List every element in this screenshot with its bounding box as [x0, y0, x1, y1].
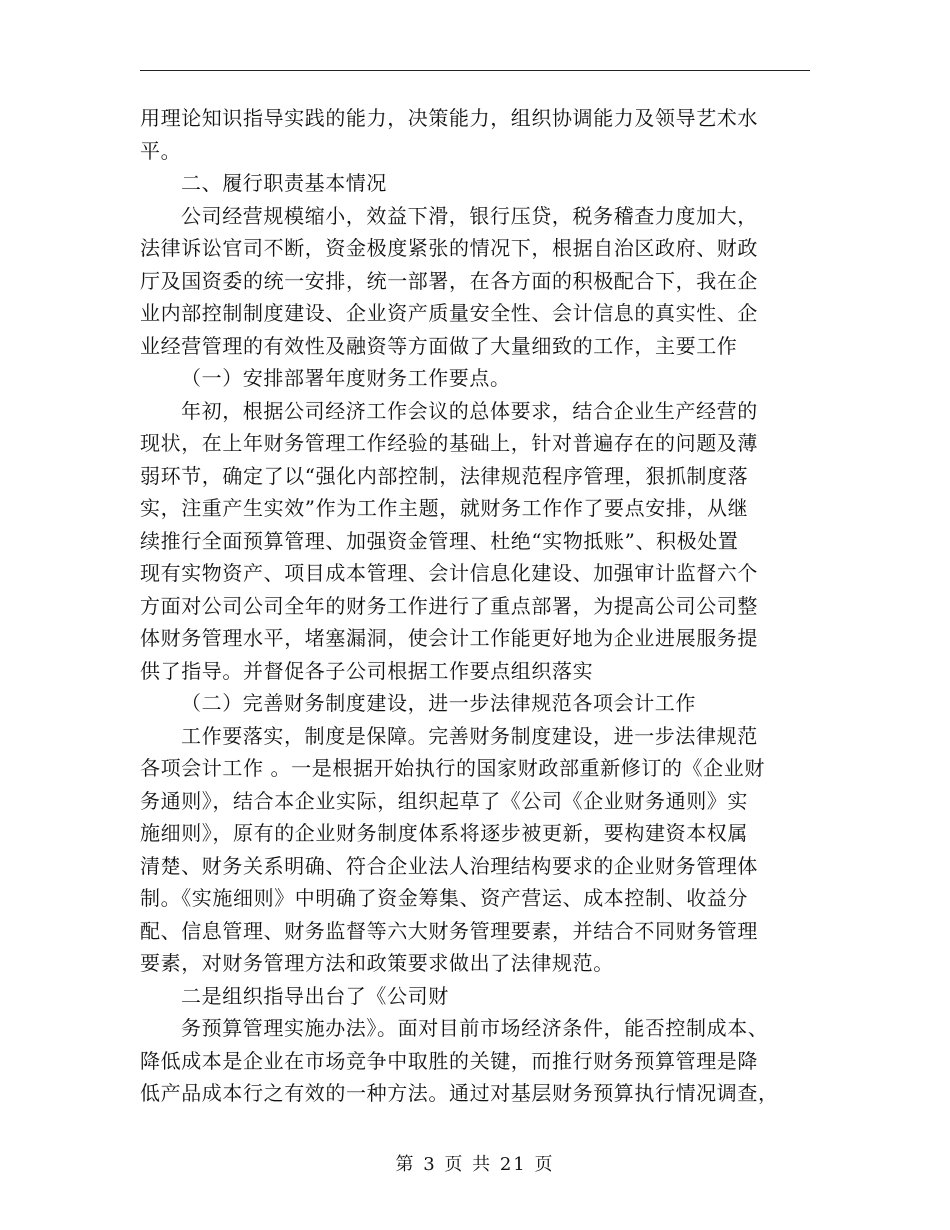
text-line: 要素，对财务管理方法和政策要求做出了法律规范。 — [140, 951, 614, 975]
text-line: 用理论知识指导实践的能力，决策能力，组织协调能力及领导艺术水 — [140, 106, 758, 130]
text-line: 务预算管理实施办法》。面对目前市场经济条件，能否控制成本、 — [181, 1016, 769, 1040]
text-line: 实，注重产生实效”作为工作主题，就财务工作作了要点安排，从继 — [140, 496, 749, 520]
text-line: 续推行全面预算管理、加强资金管理、杜绝“实物抵账”、积极处置 — [140, 528, 739, 553]
header-rule — [140, 70, 810, 71]
text-line: 法律诉讼官司不断，资金极度紧张的情况下，根据自治区政府、财政 — [140, 236, 758, 260]
text-line: 施细则》，原有的企业财务制度体系将逐步被更新，要构建资本权属 — [140, 821, 748, 845]
text-line: 弱环节，确定了以“强化内部控制，法律规范程序管理，狠抓制度落 — [140, 463, 749, 488]
text-line: 二、履行职责基本情况 — [181, 171, 387, 195]
text-line: 体财务管理水平，堵塞漏洞，使会计工作能更好地为企业进展服务提 — [140, 626, 758, 650]
text-line: （一）安排部署年度财务工作要点。 — [181, 366, 511, 390]
text-line: 供了指导。并督促各子公司根据工作要点组织落实 — [140, 658, 594, 683]
text-line: （二）完善财务制度建设，进一步法律规范各项会计工作 — [181, 691, 696, 715]
text-line: 平。 — [140, 138, 182, 163]
text-line: 工作要落实，制度是保障。完善财务制度建设，进一步法律规范 — [181, 723, 758, 748]
text-line: 方面对公司公司全年的财务工作进行了重点部署，为提高公司公司整 — [140, 593, 758, 618]
text-line: 业内部控制制度建设、企业资产质量安全性、会计信息的真实性、企 — [140, 301, 758, 325]
document-body — [140, 102, 810, 1110]
text-line: 年初，根据公司经济工作会议的总体要求，结合企业生产经营的 — [181, 398, 758, 423]
text-line: 厅及国资委的统一安排，统一部署，在各方面的积极配合下，我在企 — [140, 268, 758, 293]
text-line: 制。《实施细则》中明确了资金筹集、资产营运、成本控制、收益分 — [140, 886, 748, 910]
text-line: 现有实物资产、项目成本管理、会计信息化建设、加强审计监督六个 — [140, 561, 758, 585]
text-line: 公司经营规模缩小，效益下滑，银行压贷，税务稽查力度加大， — [181, 203, 758, 228]
text-line: 降低成本是企业在市场竞争中取胜的关键，而推行财务预算管理是降 — [140, 1048, 758, 1073]
text-line: 业经营管理的有效性及融资等方面做了大量细致的工作，主要工作 — [140, 333, 738, 358]
page-number-footer: 第 3 页 共 21 页 — [395, 1154, 555, 1175]
text-line: 二是组织指导出台了《公司财 — [181, 983, 449, 1008]
text-line: 低产品成本行之有效的一种方法。通过对基层财务预算执行情况调查， — [140, 1081, 779, 1105]
text-line: 现状，在上年财务管理工作经验的基础上，针对普遍存在的问题及薄 — [140, 431, 758, 455]
text-line: 配、信息管理、财务监督等六大财务管理要素，并结合不同财务管理 — [140, 918, 758, 943]
text-line: 务通则》，结合本企业实际，组织起草了《公司《企业财务通则》实 — [140, 788, 748, 813]
text-line: 清楚、财务关系明确、符合企业法人治理结构要求的企业财务管理体 — [140, 853, 758, 878]
text-line: 各项会计工作 。一是根据开始执行的国家财政部重新修订的《企业财 — [140, 756, 765, 780]
